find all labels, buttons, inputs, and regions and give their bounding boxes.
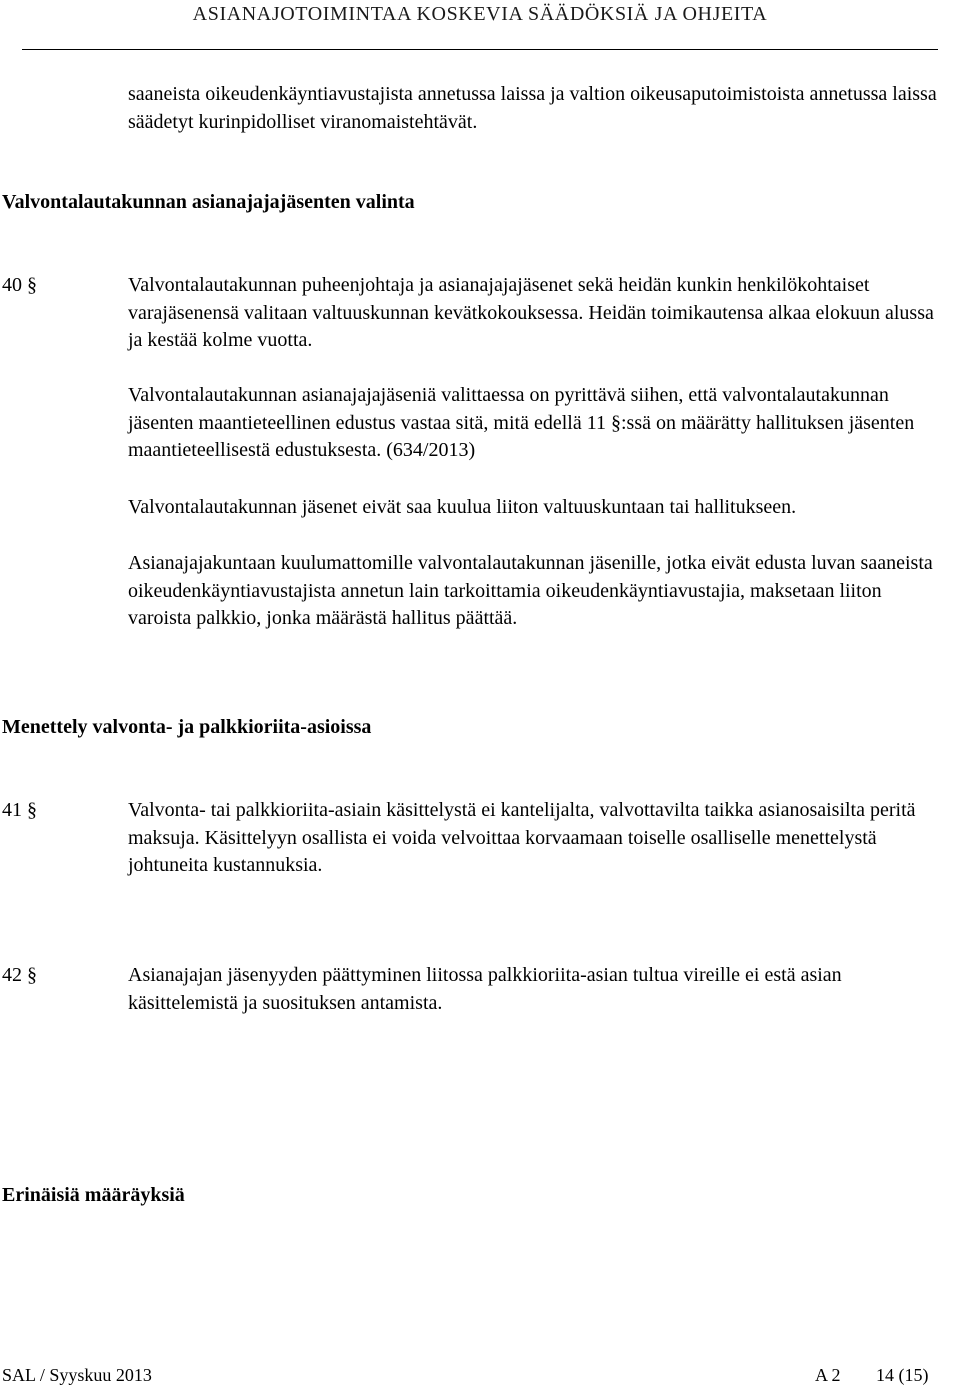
section-40-paragraph-2: Valvontalautakunnan asianajajajäseniä valittaessa on pyrittävä siihen, että valvontalautakunnan jäsenten maantieteellinen edustus vastaa sitä, mitä edellä 11 §:ssä on määrätty hallituksen jäsenten maantieteellisestä edustuksesta. (634/2013)	[128, 384, 915, 461]
section-40-paragraph-4: Asianajajakuntaan kuulumattomille valvontalautakunnan jäsenille, jotka eivät edusta luvan saaneista oikeudenkäyntiavustajista annetun lain tarkoittamia oikeudenkäyntiavustajia, maksetaan liiton varoista palkkio, jonka määrästä hallitus päättää.	[128, 552, 933, 629]
section-41-paragraph-1: Valvonta- tai palkkioriita-asiain käsittelystä ei kantelijalta, valvottavilta taikka asianosaisilta peritä maksuja. Käsittelyyn osallista ei voida velvoittaa korvaamaan toiselle osalliselle menettelystä johtuneita kustannuksia.	[128, 799, 916, 876]
section-heading-menettely: Menettely valvonta- ja palkkioriita-asioissa	[2, 716, 372, 738]
section-40-paragraph-3: Valvontalautakunnan jäsenet eivät saa kuulua liiton valtuuskuntaan tai hallitukseen.	[128, 496, 797, 518]
intro-continuation-paragraph: saaneista oikeudenkäyntiavustajista annetussa laissa ja valtion oikeusaputoimistoista annetussa laissa säädetyt kurinpidolliset viranomaistehtävät.	[128, 83, 937, 133]
closing-heading: Erinäisiä määräyksiä	[2, 1184, 185, 1206]
section-number-41: 41 §	[2, 799, 37, 821]
section-number-40: 40 §	[2, 274, 37, 296]
section-42-paragraph-1: Asianajajan jäsenyyden päättyminen liitossa palkkioriita-asian tultua vireille ei estä asian käsittelemistä ja suosituksen antamista.	[128, 964, 842, 1014]
header-divider	[22, 49, 938, 50]
footer-section-code: A 2	[815, 1365, 841, 1385]
footer-page-number: 14 (15)	[876, 1365, 929, 1385]
page-header-title: ASIANAJOTOIMINTAA KOSKEVIA SÄÄDÖKSIÄ JA OHJEITA	[192, 3, 768, 25]
section-number-42: 42 §	[2, 964, 37, 986]
section-heading-valinta: Valvontalautakunnan asianajajajäsenten valinta	[2, 191, 415, 213]
section-40-paragraph-1: Valvontalautakunnan puheenjohtaja ja asianajajajäsenet sekä heidän kunkin henkilökohtaiset varajäsenensä valitaan valtuuskunnan kevätkokouksessa. Heidän toimikautensa alkaa elokuun alussa ja kestää kolme vuotta.	[128, 274, 934, 351]
footer-publication: SAL / Syyskuu 2013	[2, 1365, 152, 1385]
